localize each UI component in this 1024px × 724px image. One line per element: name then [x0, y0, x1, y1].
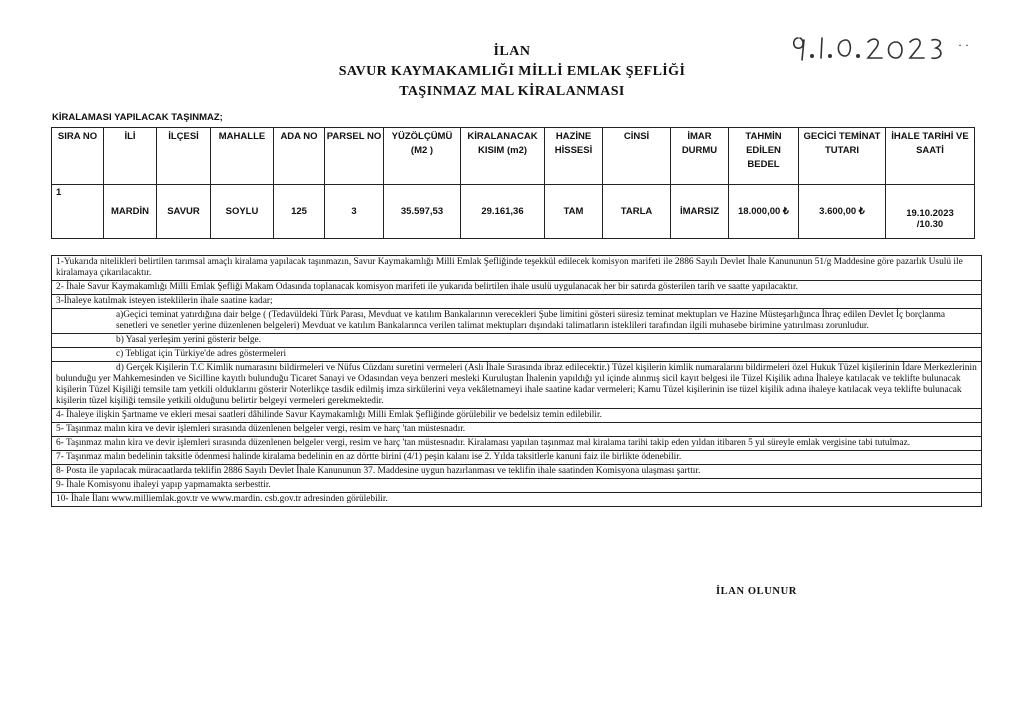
header-imar-durumu: İMAR DURMU	[671, 128, 729, 185]
cell-teminat: 3.600,00 ₺	[799, 185, 886, 239]
header-il: İLİ	[104, 128, 157, 185]
header-cinsi: CİNSİ	[603, 128, 671, 185]
table-header-row	[52, 128, 975, 185]
list-item	[52, 362, 982, 409]
note-2: 2- İhale Savur Kaymakamlığı Milli Emlak Şefliği Makam Odasında toplanacak komisyon marifeti ile yukarıda belirtilen ihale usulü uygulanacak her bir satırda gösterilen tarih ve saatte yapılacaktır.	[52, 281, 982, 295]
closing-statement: İLAN OLUNUR	[716, 586, 797, 597]
header-gecici-teminat: GECİCİ TEMİNAT TUTARI	[799, 128, 886, 185]
ihale-date: 19.10.2023	[906, 207, 954, 219]
note-7: 7- Taşınmaz malın bedelinin taksitle ödenmesi halinde kiralama bedelinin en az dörtte birini (4/1) peşin kalanı ise 2. Yılda taksitlerle kanuni faiz ile birlikte ödenebilir.	[52, 451, 982, 465]
header-sira-no: SIRA NO	[52, 128, 104, 185]
cell-cinsi: TARLA	[603, 185, 671, 239]
note-3b: b) Yasal yerleşim yerini gösterir belge.	[52, 334, 982, 348]
cell-parsel: 3	[325, 185, 384, 239]
header-ada-no: ADA NO	[274, 128, 325, 185]
header-mahalle: MAHALLE	[211, 128, 274, 185]
section-title: KİRALAMASI YAPILACAK TAŞINMAZ;	[52, 112, 223, 123]
note-8: 8- Posta ile yapılacak müracaatlarda teklifin 2886 Sayılı Devlet İhale Kanununun 37. Maddesine uygun hazırlanması ve teklifin ihale saatinden Komisyona ulaşması şarttır.	[52, 465, 982, 479]
list-item	[52, 409, 982, 423]
property-table	[51, 127, 975, 239]
header-yuzolcumu: YÜZÖLÇÜMÜ (M2 )	[384, 128, 461, 185]
list-item	[52, 281, 982, 295]
document-subject: TAŞINMAZ MAL KİRALANMASI	[399, 84, 625, 99]
note-3d-text: d) Gerçek Kişilerin T.C Kimlik numarasını bildirmeleri ve Nüfus Cüzdanı suretini vermeleri (Aslı İhale Sırasında ibraz edilecektir.) Tüzel kişilerin kimlik numaralarını bildirmeleri özel Hukuk Tüzel kişilerinin İdare Merkezlerinin bulunduğu yer Mahkemesinden ve Sicilline kayıtlı bulunduğu Ticaret Sanayi ve Odasından veya benzeri mesleki Kuruluştan İhalenin yapıldığı yıl içinde alınmış sicil kayıt belgesi ile Tüzel Kişilik adına İhaleye katılacak ve teklifte bulunacak kişilerin Tüzel Kişiliği temsile tam yetkili olduklarını gösterir Noterlikçe tasdik edilmiş imza sirkülerini veya vekâletnameyi ihale saatine kadar vermeleri; Kamu Tüzel kişilerinin ise tüzel kişilik adına ihaleye katılacak veya teklifte bulunacak kişilerin tüzel kişiliği temsile yetkili olduğunu belirtir belgeyi vermeleri gerekmektedir.	[56, 363, 977, 406]
stray-marks: · ·	[958, 38, 969, 52]
list-item	[52, 465, 982, 479]
cell-kiralanacak: 29.161,36	[461, 185, 545, 239]
list-item	[52, 256, 982, 281]
header-tahmin-bedel: TAHMİN EDİLEN BEDEL	[729, 128, 799, 185]
header-parsel-no: PARSEL NO	[325, 128, 384, 185]
notice-title: İLAN	[493, 44, 531, 59]
office-title: SAVUR KAYMAKAMLIĞI MİLLİ EMLAK ŞEFLİĞİ	[338, 64, 686, 79]
header-hazine-hissesi: HAZİNE HİSSESİ	[545, 128, 603, 185]
note-6: 6- Taşınmaz malın kira ve devir işlemleri sırasında düzenlenen belgeler vergi, resim ve harç 'tan müstesnadır. Kiralaması yapılan taşınmaz mal kiralama tarihi takip eden yıldan itibaren 5 yıl süreyle emlak vergisine tabi tutulmaz.	[52, 437, 982, 451]
note-4: 4- İhaleye ilişkin Şartname ve ekleri mesai saatleri dâhilinde Savur Kaymakamlığı Milli Emlak Şefliğinde görülebilir ve bedelsiz temin edilebilir.	[52, 409, 982, 423]
note-9: 9- İhale Komisyonu ihaleyi yapıp yapmamakta serbesttir.	[52, 479, 982, 493]
list-item	[52, 479, 982, 493]
note-5: 5- Taşınmaz malın kira ve devir işlemleri sırasında düzenlenen belgeler vergi, resim ve harç 'tan müstesnadır.	[52, 423, 982, 437]
list-item	[52, 334, 982, 348]
note-1: 1-Yukarıda nitelikleri belirtilen tarımsal amaçlı kiralama yapılacak taşınmazın, Savur Kaymakamlığı Milli Emlak Şefliğinde teşekkül edilecek komisyon marifeti ile 2886 Sayılı Devlet İhale Kanununun 51/g Maddesine göre pazarlık Usulü ile kiralamaya çıkarılacaktır.	[52, 256, 982, 281]
conditions-table	[51, 255, 982, 507]
note-3a: a)Geçici teminat yatırdığına dair belge ( (Tedavüldeki Türk Parası, Mevduat ve katılım Bankalarının verecekleri Şube limitini gösteri süresiz teminat mektupları ve Hazine Müsteşarlığınca İhraç edilen Devlet İç borçlanma senetleri ve senetler yerine düzenlenen belgeleri) Mevduat ve katılım Bankalarınca verilen talimat mektupları dışındaki talimatların isteklileri tarafından ilgili muhasebe birimine yatırılması zorunludur.	[52, 309, 982, 334]
cell-ilce: SAVUR	[157, 185, 211, 239]
header-ilce: İLÇESİ	[157, 128, 211, 185]
cell-yuzolcumu: 35.597,53	[384, 185, 461, 239]
list-item	[52, 348, 982, 362]
note-3c: c) Tebligat için Türkiye'de adres göstermeleri	[52, 348, 982, 362]
cell-imar: İMARSIZ	[671, 185, 729, 239]
cell-mahalle: SOYLU	[211, 185, 274, 239]
table-row	[52, 185, 975, 239]
note-10: 10- İhale İlanı www.milliemlak.gov.tr ve www.mardin. csb.gov.tr adresinden görülebilir.	[52, 493, 982, 507]
list-item	[52, 451, 982, 465]
header-ihale-tarihi: İHALE TARİHİ VE SAATİ	[886, 128, 975, 185]
note-3: 3-İhaleye katılmak isteyen isteklilerin ihale saatine kadar;	[52, 295, 982, 309]
cell-ihale-tarihi	[886, 185, 975, 239]
list-item	[52, 423, 982, 437]
cell-bedel: 18.000,00 ₺	[729, 185, 799, 239]
cell-sira: 1	[52, 185, 104, 239]
list-item	[52, 437, 982, 451]
list-item	[52, 309, 982, 334]
list-item	[52, 295, 982, 309]
header-kiralanacak: KİRALANACAK KISIM (m2)	[461, 128, 545, 185]
cell-il: MARDİN	[104, 185, 157, 239]
note-3d	[52, 362, 982, 409]
ihale-time: /10.30	[916, 218, 944, 230]
list-item	[52, 493, 982, 507]
cell-hazine: TAM	[545, 185, 603, 239]
cell-ada: 125	[274, 185, 325, 239]
